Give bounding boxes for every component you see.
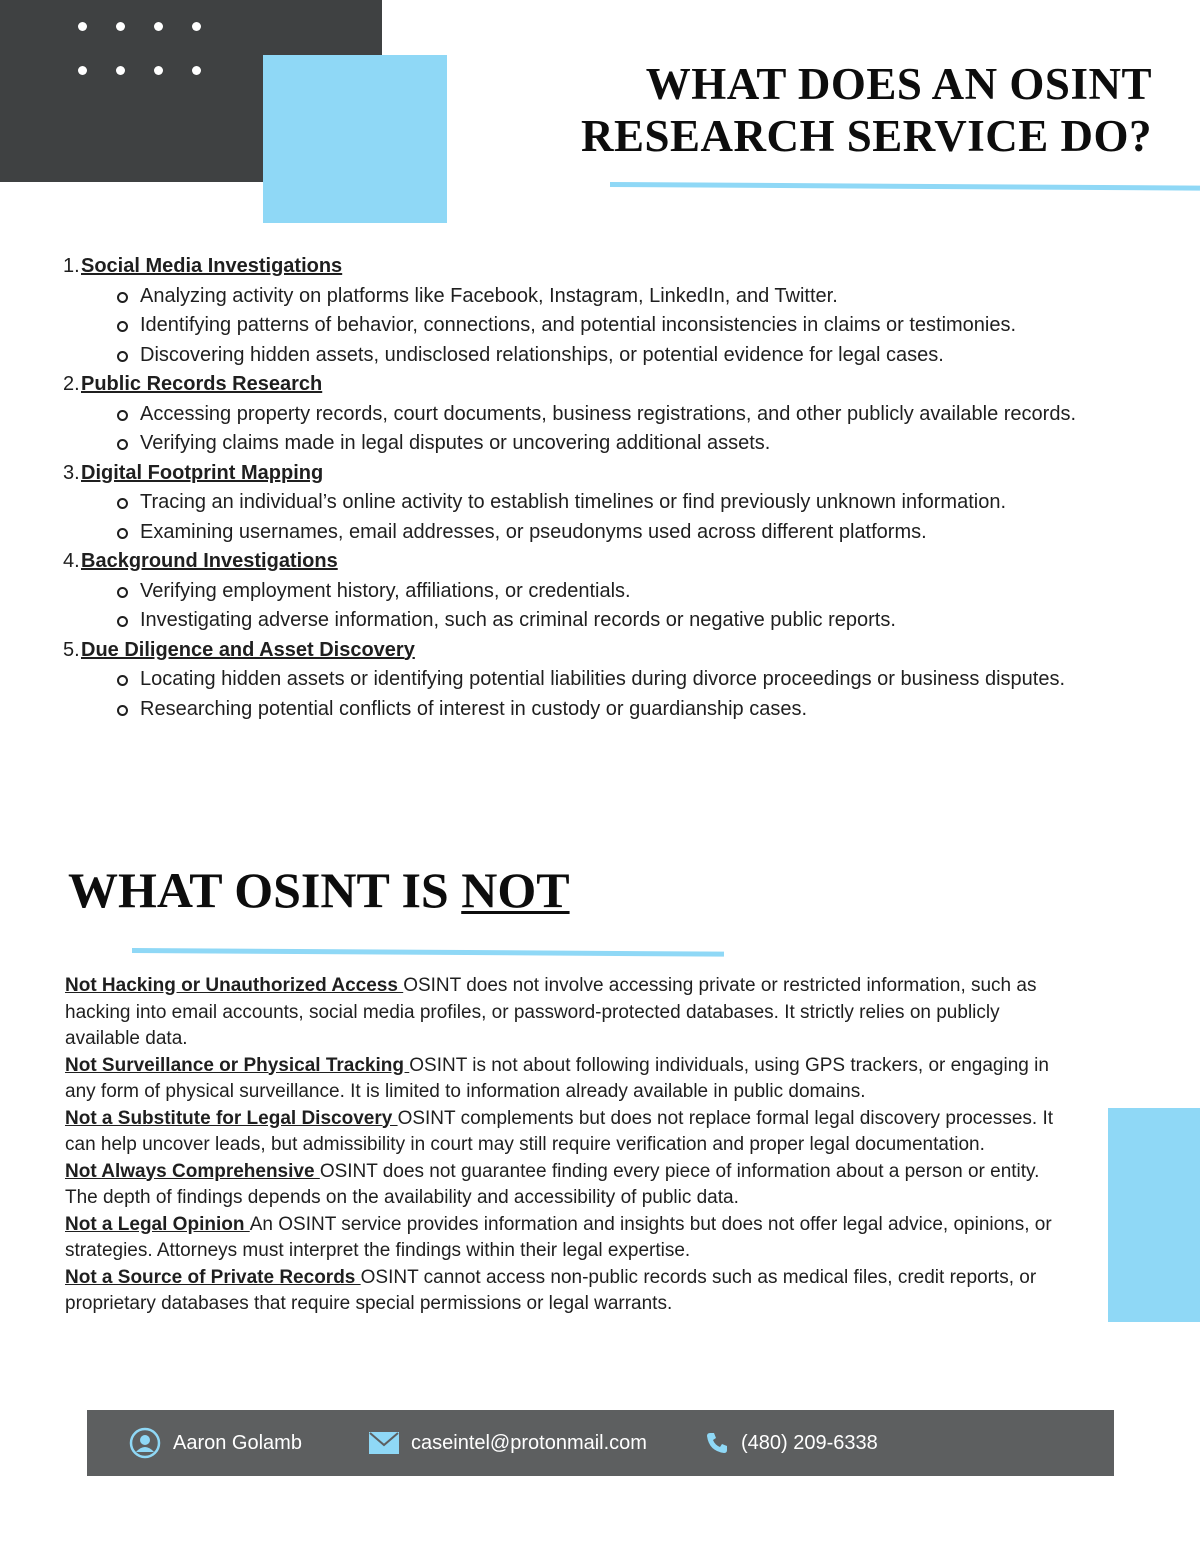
service-number: 3. [63, 461, 80, 484]
not-item [65, 1212, 1065, 1265]
service-bullet: Accessing property records, court documents, business registrations, and other publicly available records. [117, 400, 1168, 430]
service-title: Public Records Research [81, 373, 323, 395]
not-item [65, 1265, 1065, 1318]
service-item [58, 636, 1168, 725]
service-number: 1. [63, 255, 80, 277]
not-item [65, 1053, 1065, 1106]
service-item [58, 252, 1168, 370]
page-title [581, 58, 1152, 162]
service-item [58, 370, 1168, 459]
dot [116, 22, 125, 31]
dot [192, 66, 201, 75]
service-bullet: Examining usernames, email addresses, or pseudonyms used across different platforms. [117, 518, 1168, 548]
contact-name-text: Aaron Golamb [173, 1431, 302, 1454]
dot [192, 22, 201, 31]
contact-email[interactable] [369, 1410, 647, 1476]
not-item-text: OSINT does not involve accessing private or restricted information, such as hacking into email accounts, social media profiles, or password-protected databases. It strictly relies on publicly available data. [65, 975, 1037, 1049]
not-item-title: Not a Legal Opinion [65, 1213, 250, 1235]
dot [78, 22, 87, 31]
service-bullet: Verifying employment history, affiliations, or credentials. [117, 577, 1168, 607]
services-list [58, 252, 1168, 724]
dot [154, 22, 163, 31]
dot [116, 66, 125, 75]
contact-footer [87, 1410, 1114, 1476]
title-underline-rule [610, 182, 1200, 191]
contact-phone[interactable] [705, 1410, 878, 1476]
service-title: Digital Footprint Mapping [81, 461, 324, 484]
decorative-blue-square [263, 55, 447, 223]
not-item-title: Not a Substitute for Legal Discovery [65, 1107, 398, 1129]
dot [78, 66, 87, 75]
not-item [65, 973, 1065, 1053]
not-item [65, 1159, 1065, 1212]
service-title: Background Investigations [81, 550, 338, 572]
service-number: 5. [63, 638, 80, 661]
not-item [65, 1106, 1065, 1159]
not-item-title: Not Always Comprehensive [65, 1160, 320, 1182]
service-bullets [81, 665, 1168, 724]
section-divider-rule [132, 948, 724, 957]
service-bullets [81, 400, 1168, 459]
not-item-text: OSINT complements but does not replace formal legal discovery processes. It can help uncover leads, but admissibility in court may still require verification and proper legal documentation. [65, 1107, 1054, 1155]
service-bullet: Investigating adverse information, such as criminal records or negative public reports. [117, 606, 1168, 636]
service-bullet: Identifying patterns of behavior, connections, and potential inconsistencies in claims or testimonies. [117, 311, 1168, 341]
not-item-text: OSINT cannot access non-public records such as medical files, credit reports, or proprietary databases that require special permissions or legal warrants. [65, 1266, 1037, 1314]
decorative-dots [78, 22, 208, 82]
service-item [58, 459, 1168, 548]
phone-icon [705, 1431, 729, 1455]
user-icon [129, 1427, 161, 1459]
not-item-text: OSINT is not about following individuals, using GPS trackers, or engaging in any form of physical surveillance. It is limited to information already available in public domains. [65, 1054, 1049, 1102]
contact-phone-text[interactable]: (480) 209-6338 [741, 1431, 878, 1454]
title-line-1: WHAT DOES AN OSINT [645, 59, 1152, 109]
not-section-heading [68, 860, 570, 920]
service-bullets [81, 488, 1168, 547]
service-bullet: Locating hidden assets or identifying potential liabilities during divorce proceedings or business disputes. [117, 665, 1168, 695]
not-item-title: Not a Source of Private Records [65, 1266, 361, 1288]
service-item [58, 547, 1168, 636]
not-heading-emphasis: NOT [461, 862, 570, 918]
decorative-blue-bar [1108, 1108, 1200, 1322]
service-bullet: Verifying claims made in legal disputes or uncovering additional assets. [117, 429, 1168, 459]
service-bullets [81, 282, 1168, 371]
title-line-2: RESEARCH SERVICE DO? [580, 111, 1152, 161]
contact-name [129, 1410, 302, 1476]
service-bullets [81, 577, 1168, 636]
service-bullet: Researching potential conflicts of interest in custody or guardianship cases. [117, 695, 1168, 725]
service-title: Due Diligence and Asset Discovery [81, 638, 415, 661]
not-heading-prefix: WHAT OSINT IS [68, 862, 462, 918]
dot [154, 66, 163, 75]
not-item-text: An OSINT service provides information and insights but does not offer legal advice, opinions, or strategies. Attorneys must interpret the findings within their legal expertise. [65, 1213, 1052, 1261]
service-number: 4. [63, 550, 80, 572]
service-bullet: Analyzing activity on platforms like Facebook, Instagram, LinkedIn, and Twitter. [117, 282, 1168, 312]
mail-icon [369, 1432, 399, 1454]
not-list [65, 973, 1065, 1318]
service-title: Social Media Investigations [81, 255, 343, 277]
service-bullet: Tracing an individual’s online activity to establish timelines or find previously unknown information. [117, 488, 1168, 518]
not-item-text: OSINT does not guarantee finding every piece of information about a person or entity. The depth of findings depends on the availability and accessibility of public data. [65, 1160, 1040, 1208]
service-bullet: Discovering hidden assets, undisclosed relationships, or potential evidence for legal cases. [117, 341, 1168, 371]
contact-email-text[interactable]: caseintel@protonmail.com [411, 1431, 647, 1454]
not-item-title: Not Hacking or Unauthorized Access [65, 975, 404, 996]
not-item-title: Not Surveillance or Physical Tracking [65, 1054, 410, 1076]
service-number: 2. [63, 373, 80, 395]
